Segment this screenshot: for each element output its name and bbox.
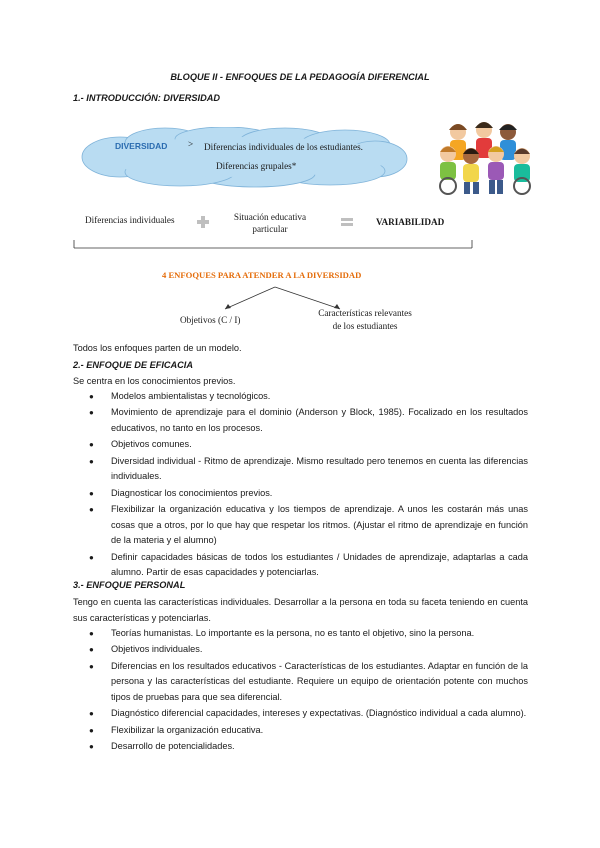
section1-closing: Todos los enfoques parten de un modelo.	[73, 343, 242, 353]
list-item: ● Diagnosticar los conocimientos previos.	[73, 486, 528, 502]
situation-line2: particular	[252, 224, 288, 234]
list-item: ● Diversidad individual - Ritmo de aprendizaje. Mismo resultado pero tenemos en cuenta las diferencias individuales.	[73, 454, 528, 485]
section3-intro: Tengo en cuenta las características individuales. Desarrollar a la persona en toda su faceta teniendo en cuenta sus características y potenciarlas.	[73, 597, 528, 623]
list-item: ● Desarrollo de potencialidades.	[73, 739, 528, 755]
equation-result: VARIABILIDAD	[376, 217, 445, 227]
list-item: ● Modelos ambientalistas y tecnológicos.	[73, 389, 528, 405]
section2-list	[73, 389, 528, 582]
situation-line1: Situación educativa	[233, 212, 307, 222]
list-item: ● Objetivos comunes.	[73, 437, 528, 453]
list-item: ● Objetivos individuales.	[73, 642, 528, 658]
branch-objetivos: Objetivos (C / I)	[180, 315, 241, 325]
caracteristicas-line1: Características relevantes	[318, 308, 412, 318]
equals-icon	[340, 217, 354, 227]
grouping-bracket	[72, 236, 474, 250]
list-item: ● Flexibilizar la organización educativa y los tiempos de aprendizaje. A unos les costarán más unas cosas que a otros, por lo que hay que respetar los ritmos. (Ajustar el ritmo de aprendizaje en función de la materia y el alumno)	[73, 502, 528, 549]
list-item: ● Definir capacidades básicas de todos los estudiantes / Unidades de aprendizaje, adaptarlas a cada alumno. Partir de esas capacidades y potenciarlas.	[73, 550, 528, 581]
enfoques-title: 4 ENFOQUES PARA ATENDER A LA DIVERSIDAD	[162, 270, 362, 280]
cloud-line-individual: Diferencias individuales de los estudiantes.	[204, 142, 363, 152]
list-item: ● Teorías humanistas. Lo importante es la persona, no es tanto el objetivo, sino la persona.	[73, 626, 528, 642]
section3-list	[73, 626, 528, 756]
plus-icon	[196, 215, 210, 229]
cloud-arrow: >	[188, 139, 194, 149]
list-item: ● Diagnóstico diferencial capacidades, intereses y expectativas. (Diagnóstico individual a cada alumno).	[73, 706, 528, 722]
equation-term-individual: Diferencias individuales	[85, 215, 175, 225]
document-title: BLOQUE II - ENFOQUES DE LA PEDAGOGÍA DIFERENCIAL	[170, 72, 430, 82]
diverse-students-illustration	[436, 118, 536, 196]
list-item: ● Flexibilizar la organización educativa.	[73, 723, 528, 739]
section2-heading: 2.- ENFOQUE DE EFICACIA	[73, 360, 193, 370]
diversity-cloud	[80, 127, 410, 189]
cloud-keyword: DIVERSIDAD	[115, 141, 168, 151]
section1-heading: 1.- INTRODUCCIÓN: DIVERSIDAD	[73, 93, 221, 103]
equation-term-situation	[230, 212, 310, 234]
section3-heading: 3.- ENFOQUE PERSONAL	[73, 580, 186, 590]
cloud-line-grupal: Diferencias grupales*	[216, 161, 297, 171]
section2-intro: Se centra en los conocimientos previos.	[73, 376, 236, 386]
caracteristicas-line2: de los estudiantes	[332, 321, 398, 331]
list-item: ● Diferencias en los resultados educativos - Características de los estudiantes. Adaptar en función de la persona y las características del estudiante. Requiere un equipo de orientación potente con muchos tipos de pruebas para que sea diferencial.	[73, 659, 528, 706]
list-item: ● Movimiento de aprendizaje para el dominio (Anderson y Block, 1985). Focalizado en los resultados educativos, no tanto en los procesos.	[73, 405, 528, 436]
branch-caracteristicas	[310, 307, 420, 333]
